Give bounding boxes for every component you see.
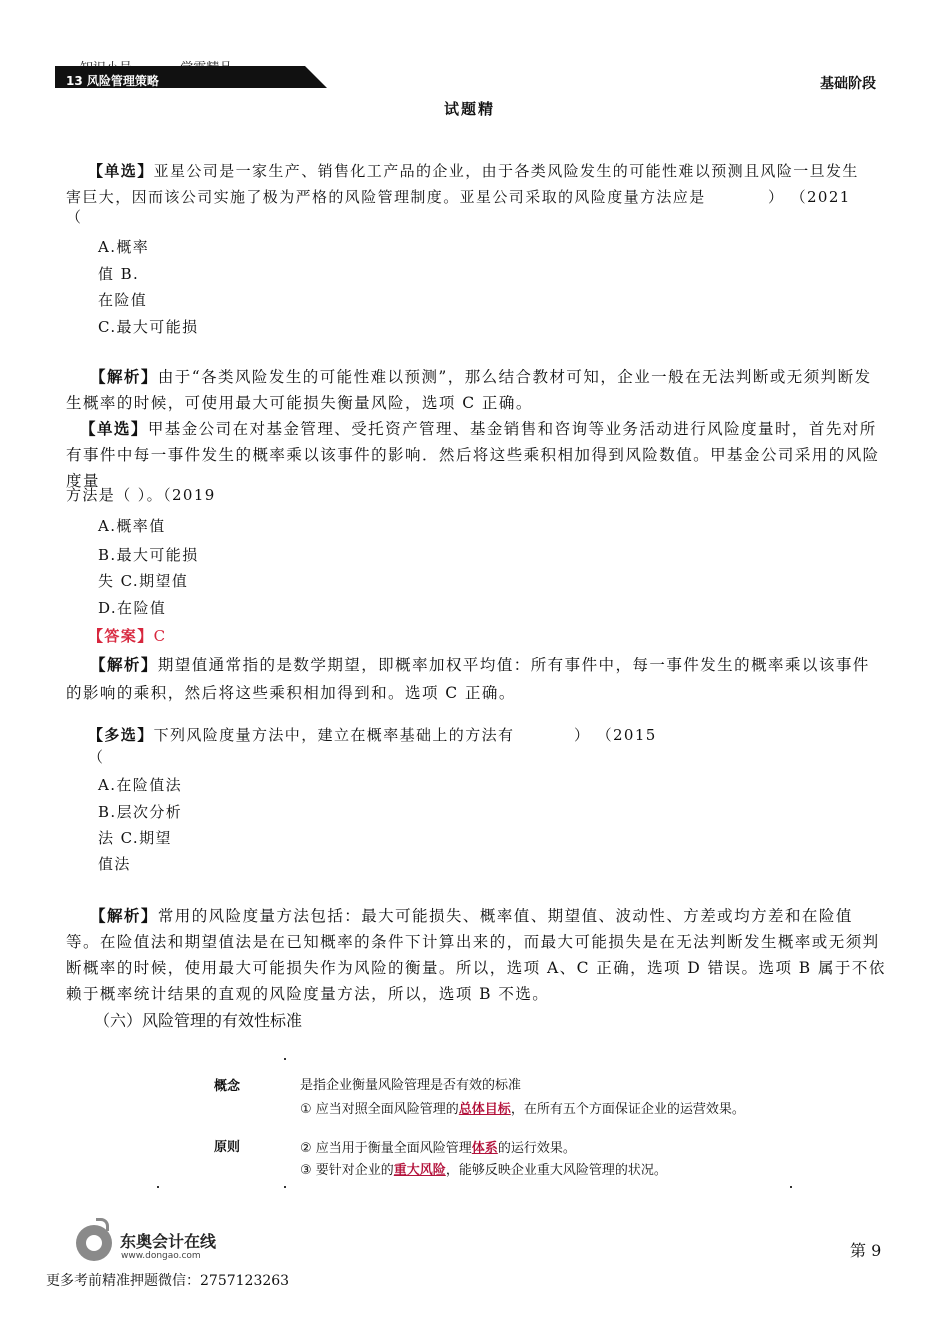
q3-option-c: 值法 [98, 855, 131, 873]
table-row2-label: 原则 [214, 1140, 241, 1155]
logo-url: www.dongao.com [121, 1251, 201, 1261]
q2-text: 甲基金公司在对基金管理、受托资产管理、基金销售和咨询等业务活动进行风险度量时，首先对所有事件中每一事件发生的概率乘以该事件的影响．然后将这些乘积相加得到风险数值。甲基金公司采用的风险度量 [66, 420, 880, 490]
q2-option-a: A.概率值 [98, 517, 166, 535]
q1-analysis [66, 364, 886, 416]
table-row1-label: 概念 [214, 1079, 241, 1094]
q3-analysis-tag: 【解析】 [90, 906, 158, 925]
q1-option-b: 值 B. [98, 265, 140, 283]
highlight-major-risk: 重大风险 [393, 1163, 446, 1178]
q2-analysis-text: 期望值通常指的是数学期望，即概率加权平均值：所有事件中，每一事件发生的概率乘以该事件的影响的乘积，然后将这些乘积相加得到和。选项 C 正确。 [66, 656, 870, 702]
table-corner-dot [790, 1186, 792, 1188]
q3-option-a: A.在险值法 [98, 776, 183, 794]
highlight-system: 体系 [471, 1141, 498, 1156]
table-row1-text: 是指企业衡量风险管理是否有效的标准 [300, 1078, 522, 1093]
q3-tag: 【多选】 [88, 726, 154, 744]
q1-cut-line [88, 160, 888, 180]
q1-option-a: A.概率 [98, 238, 150, 256]
q2-option-d: D.在险值 [98, 599, 167, 617]
page-number: 第 9 [850, 1241, 882, 1260]
q1-tag: 【单选】 [88, 162, 154, 180]
q1-year: ） （2021 [768, 188, 851, 206]
highlight-overall-goal: 总体目标 [458, 1102, 511, 1117]
section-title: 试题精 [444, 100, 496, 118]
q1-line2: 害巨大，因而该公司实施了极为严格的风险管理制度。亚星公司采取的风险度量方法应是 [66, 188, 706, 206]
q3-stem [88, 724, 514, 745]
q3-option-b: B.层次分析 [98, 803, 183, 821]
q2-tag: 【单选】 [80, 419, 148, 438]
logo-text: 东奥会计在线 [120, 1232, 217, 1251]
table-principle-1: ① 应当对照全面风险管理的总体目标，在所有五个方面保证企业的运营效果。 [300, 1102, 745, 1117]
q2-answer [88, 625, 167, 646]
logo-mark-inner [86, 1235, 102, 1251]
q3-paren: （ [88, 748, 105, 766]
q1-paren: （ [66, 208, 83, 226]
section-heading: （六）风险管理的有效性标准 [94, 1011, 303, 1030]
q3-year: ） （2015 [574, 726, 657, 744]
q2-analysis [66, 651, 886, 707]
table-principle-3: ③ 要针对企业的重大风险，能够反映企业重大风险管理的状况。 [300, 1163, 667, 1178]
wechat-contact: 更多考前精准押题微信：2757123263 [46, 1273, 290, 1289]
q2-option-b: B.最大可能损 [98, 546, 199, 564]
header-right-text: 基础阶段 [820, 76, 876, 92]
q1-cut-text: 亚星公司是一家生产、销售化工产品的企业，由于各类风险发生的可能性难以预测且风险一旦发生 [153, 162, 859, 180]
q1-option-c: C.最大可能损 [98, 318, 199, 336]
table-corner-dot [157, 1186, 159, 1188]
q3-analysis [66, 903, 886, 1007]
q1-analysis-tag: 【解析】 [90, 367, 158, 386]
q2-answer-tag: 【答案】 [88, 627, 154, 645]
q2-answer-value: C [153, 627, 167, 645]
logo-mark-arc [96, 1218, 109, 1231]
q1-analysis-text: 由于“各类风险发生的可能性难以预测”，那么结合教材可知，企业一般在无法判断或无须判断发生概率的时候，可使用最大可能损失衡量风险，选项 C 正确。 [66, 368, 872, 412]
table-corner-dot [284, 1058, 286, 1060]
q3-analysis-text: 常用的风险度量方法包括：最大可能损失、概率值、期望值、波动性、方差或均方差和在险值等。在险值法和期望值法是在已知概率的条件下计算出来的，而最大可能损失是在无法判断发生概率或无须判断概率的时候，使用最大可能损失作为风险的衡量。所以，选项 A、C 正确，选项 D 错误。选项 B 属于不依赖于概率统计结果的直观的风险度量方法，所以，选项 B 不选。 [66, 907, 886, 1003]
q2-cut-line: 方法是（ ）。（2019 [66, 486, 216, 504]
header-tabs [80, 57, 232, 67]
header-bar-text: 13 风险管理策略 [66, 74, 159, 88]
q1-option-b2: 在险值 [98, 291, 148, 309]
q3-option-b2: 法 C.期望 [98, 829, 172, 847]
q2-analysis-tag: 【解析】 [90, 655, 158, 674]
table-principle-2: ② 应当用于衡量全面风险管理体系的运行效果。 [300, 1141, 576, 1156]
q2-option-c: 失 C.期望值 [98, 572, 189, 590]
q3-text: 下列风险度量方法中，建立在概率基础上的方法有 [153, 726, 515, 744]
table-corner-dot [284, 1186, 286, 1188]
